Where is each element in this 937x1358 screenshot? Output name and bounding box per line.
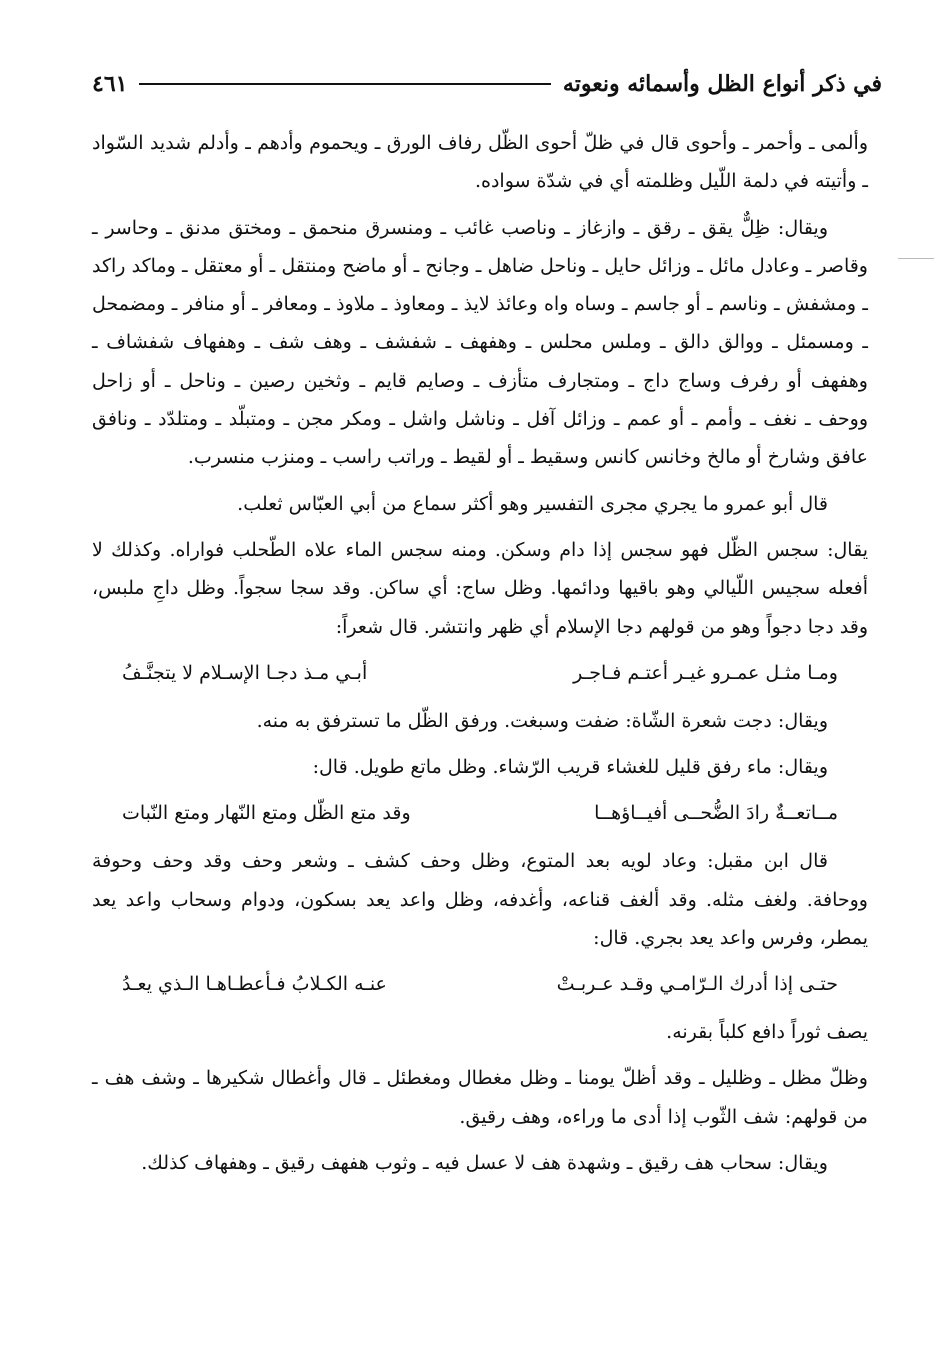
verse-second-hemistich: وقد متع الظّل ومتع النّهار ومتع النّبات bbox=[122, 802, 411, 825]
paragraph: يصف ثوراً دافع كلباً بقرنه. bbox=[666, 1021, 868, 1044]
paragraph: قال ابن مقبل: وعاد لويه بعد المتوع، وظل وحف كشف ـ وشعر وحف وقد وحف وحوفة ووحافة. ولغف مثله. وقد ألغف قناعه، وأغدفه، وظل واعد يعد بسكون، ودوام وسحاب واعد يعد يمطر، وفرس واعد يعد بجري. قال: bbox=[92, 850, 868, 950]
verse-first-hemistich: حتـى إذا أدرك الـرّامـي وقـد عـربـتْ bbox=[556, 973, 838, 996]
margin-mark bbox=[898, 258, 934, 259]
paragraph: يقال: سجس الظّل فهو سجس إذا دام وسكن. ومنه سجس الماء علاه الطّحلب فواراه. وكذلك لا أفعله سجيس اللّيالي وهو باقيها ودائمها. وظل ساج: أي ساكن. وقد سجا سجواً. وظل داجِ ملبس، وقد دجا دجواً وهو من قولهم دجا الإسلام أي ظهر وانتشر. قال شعراً: bbox=[92, 538, 868, 638]
verse-second-hemistich: عنـه الكـلابُ فـأعطـاهـا الـذي يعـدُ bbox=[122, 973, 387, 996]
verse-line bbox=[122, 654, 838, 692]
verse-line bbox=[122, 965, 838, 1003]
page-body bbox=[92, 124, 868, 1190]
verse-line bbox=[122, 794, 838, 832]
page-number: ٤٦١ bbox=[92, 71, 128, 97]
paragraph: قال أبو عمرو ما يجري مجرى التفسير وهو أكثر سماع من أبي العبّاس ثعلب. bbox=[237, 492, 828, 515]
verse-first-hemistich: ومـا مثـل عمـرو غيـر أعتـم فـاجـر bbox=[573, 661, 838, 684]
paragraph: ويقال: دجت شعرة الشّاة: ضفت وسبغت. ورفق الظّل ما تسترفق به منه. bbox=[256, 709, 828, 732]
paragraph: ويقال: ماء رفق قليل للغشاء قريب الرّشاء. وظل ماتع طويل. قال: bbox=[312, 756, 828, 779]
verse-second-hemistich: أبـي مـذ دجـا الإسـلام لا يتجنَّـفُ bbox=[122, 661, 368, 684]
header-rule bbox=[139, 83, 550, 85]
paragraph: وظلّ مظل ـ وظليل ـ وقد أظلّ يومنا ـ وظل مغطال ومغطئل ـ قال وأغطال شكيرها ـ وشف هف ـ من قولهم: شف الثّوب إذا أدى ما وراءه، وهف رقيق. bbox=[92, 1067, 868, 1128]
paragraph: ويقال: سحاب هف رقيق ـ وشهدة هف لا عسل فيه ـ وثوب هفهف رقيق ـ وهفهاف كذلك. bbox=[141, 1151, 828, 1174]
running-header bbox=[92, 62, 882, 106]
running-title: في ذكر أنواع الظل وأسمائه ونعوته bbox=[562, 71, 882, 97]
paragraph: وألمى ـ وأحمر ـ وأحوى قال في ظلّ أحوى الظّل رفاف الورق ـ ويحموم وأدهم ـ وأدلم شديد السّواد ـ وأتيته في دلمة اللّيل وظلمته أي في شدّة سواده. bbox=[92, 132, 868, 193]
paragraph: ويقال: ظِلٌّ يقق ـ رقق ـ وازغاز ـ وناصب غائب ـ ومنسرق منحمق ـ ومختق مدنق ـ وحاسر ـ وقاصر ـ وعادل مائل ـ وزائل حايل ـ وناحل ضاهل ـ وجانح ـ أو ماضح ومنتقل ـ أو معتقل ـ وماكد راكد ـ ومشفش ـ وناسم ـ أو جاسم ـ وساه واه وعائذ لايذ ـ ومعاوذ ـ ملاوذ ـ ومعافر ـ أو منافر ـ ومضمحل ـ ومسمئل ـ ووالق دالق ـ وملس محلس ـ وهفهف ـ شفشف ـ وهف شف ـ وهفهاف شفشاف ـ وهفهف أو رفرف وساج داج ـ ومتجارف متأزف ـ وصايم قايم ـ وثخين رصين ـ وناحل ـ أو زاحل ووحف ـ نغف ـ وأمم ـ أو عمم ـ وزائل آفل ـ وناشل واشل ـ ومكر مجن ـ ومتبلّد ـ ومتلدّد ـ ونافق عافق وشارخ أو مالخ وخانس كانس وسقيط ـ أو لقيط ـ وراتب راسب ـ ومنزب منسرب. bbox=[92, 216, 868, 469]
verse-first-hemistich: مــاتعــةٌ رادَ الضُّحــى أفيــاؤهــا bbox=[594, 802, 838, 825]
